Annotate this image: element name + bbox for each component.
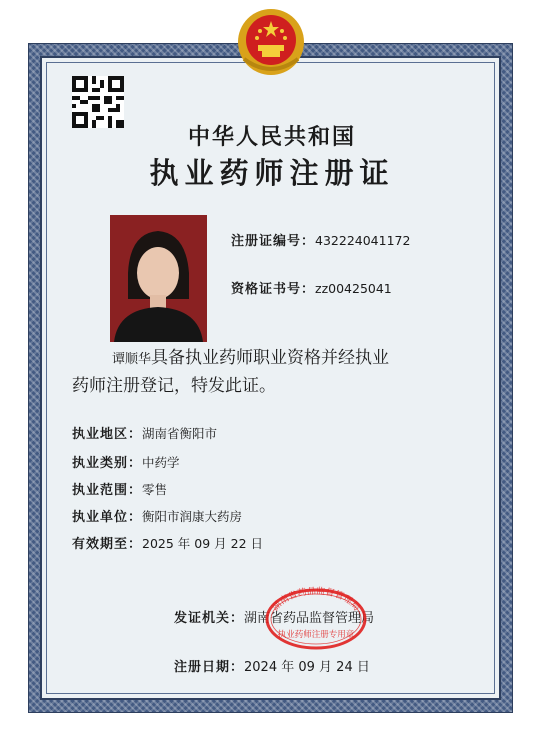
practice-category-label: 执业类别： — [72, 456, 143, 471]
official-seal-stamp — [264, 586, 368, 650]
certification-statement — [72, 345, 492, 399]
practice-region-value: 湖南省衡阳市 — [142, 426, 218, 441]
svg-text:湖南省药品监督管理局: 湖南省药品监督管理局 — [270, 586, 362, 614]
statement-line-2: 药师注册登记，特发此证。 — [72, 376, 276, 396]
practice-unit-value: 衡阳市润康大药房 — [142, 509, 243, 524]
registration-date-value: 2024 年 09 月 24 日 — [244, 660, 370, 675]
certificate-country: 中华人民共和国 — [187, 124, 356, 150]
registration-date-label: 注册日期： — [174, 660, 245, 675]
detail-row-scope — [72, 479, 167, 498]
registration-number-label: 注册证编号： — [231, 234, 316, 249]
certificate-title: 执业药师注册证 — [149, 156, 395, 190]
qualification-number-row — [231, 278, 392, 297]
issuer-label: 发证机关： — [174, 611, 245, 626]
issuer-value: 湖南省药品监督管理局 — [244, 611, 375, 626]
holder-photo — [110, 215, 207, 342]
detail-row-category — [72, 452, 180, 471]
national-emblem-icon — [236, 7, 306, 77]
holder-name: 谭顺华 — [112, 352, 152, 367]
practice-region-label: 执业地区： — [72, 427, 143, 442]
registration-date-row — [174, 656, 370, 675]
registration-number-row — [231, 230, 410, 249]
qualification-number-label: 资格证书号： — [231, 282, 316, 297]
practice-scope-value: 零售 — [142, 482, 168, 497]
detail-row-region — [72, 423, 217, 442]
svg-text:执业药师注册专用章: 执业药师注册专用章 — [277, 630, 355, 640]
statement-line-1: 具备执业药师职业资格并经执业 — [151, 348, 390, 368]
detail-row-unit — [72, 506, 242, 525]
valid-until-label: 有效期至： — [72, 537, 143, 552]
detail-row-validity — [72, 533, 263, 552]
practice-category-value: 中药学 — [142, 455, 180, 470]
practice-scope-label: 执业范围： — [72, 483, 143, 498]
valid-until-value: 2025 年 09 月 22 日 — [142, 536, 264, 551]
qualification-number-value: zz00425041 — [315, 281, 392, 296]
registration-number-value: 432224041172 — [315, 233, 411, 248]
practice-unit-label: 执业单位： — [72, 510, 143, 525]
